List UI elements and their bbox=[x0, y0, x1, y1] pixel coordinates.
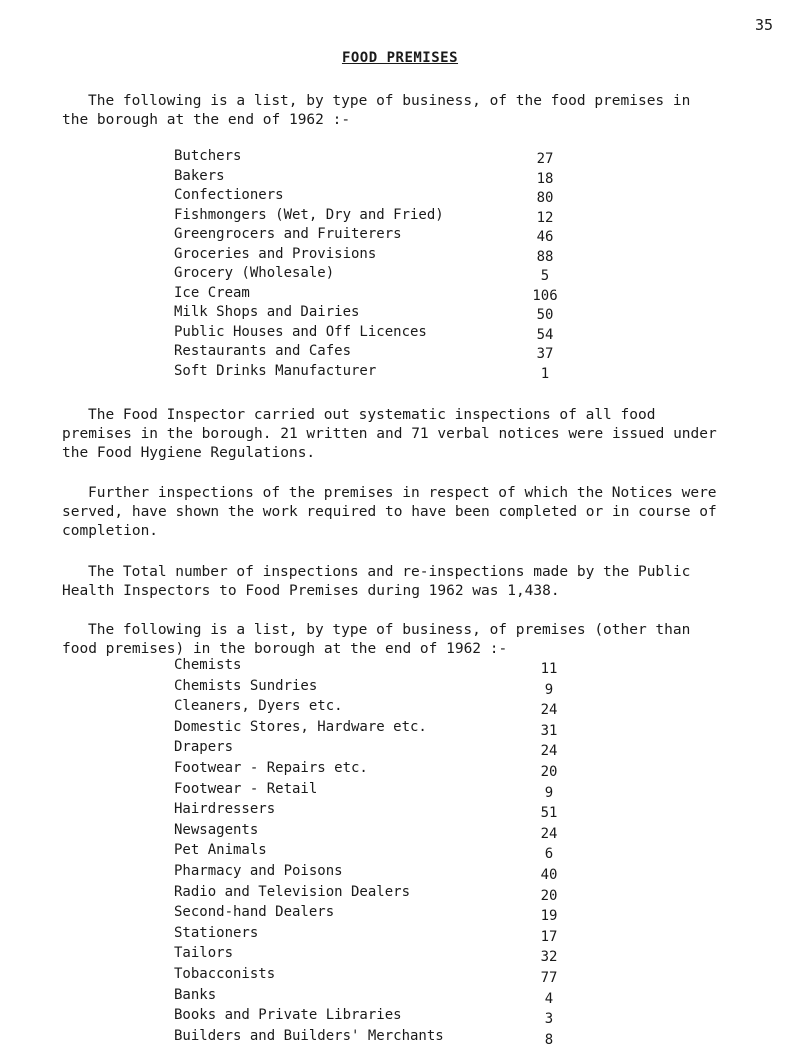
business-type: Newsagents bbox=[174, 821, 259, 838]
business-type: Footwear - Repairs etc. bbox=[174, 759, 368, 776]
business-type: Pet Animals bbox=[174, 842, 267, 859]
premises-count: 9 bbox=[544, 681, 554, 698]
premises-count: 4 bbox=[544, 990, 554, 1007]
premises-count: 80 bbox=[536, 190, 554, 206]
premises-count: 17 bbox=[540, 928, 558, 945]
business-type: Tailors bbox=[174, 945, 234, 962]
list-item bbox=[174, 760, 594, 781]
premises-count: 11 bbox=[540, 661, 558, 677]
list-item bbox=[174, 207, 594, 227]
premises-count: 77 bbox=[540, 969, 558, 986]
list-item bbox=[174, 822, 594, 843]
business-type: Radio and Television Dealers bbox=[174, 883, 411, 900]
business-type: Second-hand Dealers bbox=[174, 904, 335, 921]
list-item bbox=[174, 226, 594, 246]
list-item bbox=[174, 324, 594, 344]
business-type: Chemists Sundries bbox=[174, 677, 318, 694]
premises-count: 27 bbox=[536, 151, 554, 167]
list-item bbox=[174, 363, 594, 383]
premises-count: 3 bbox=[544, 1011, 554, 1028]
business-type: Chemists bbox=[174, 657, 242, 673]
list-item bbox=[174, 719, 594, 740]
page-title: FOOD PREMISES bbox=[341, 50, 459, 66]
premises-count: 51 bbox=[540, 805, 558, 822]
business-type: Footwear - Retail bbox=[174, 780, 318, 797]
list-item bbox=[174, 657, 594, 678]
list-item bbox=[174, 1028, 594, 1049]
list-item bbox=[174, 987, 594, 1008]
list-item bbox=[174, 739, 594, 760]
page-number: 35 bbox=[755, 16, 774, 34]
business-type: Banks bbox=[174, 986, 217, 1003]
premises-count: 88 bbox=[536, 248, 554, 265]
business-type: Stationers bbox=[174, 924, 259, 941]
list-item bbox=[174, 904, 594, 925]
list-item bbox=[174, 1007, 594, 1028]
list-item bbox=[174, 863, 594, 884]
premises-count: 24 bbox=[540, 743, 558, 760]
list-item bbox=[174, 781, 594, 802]
business-type: Public Houses and Off Licences bbox=[174, 323, 427, 340]
premises-count: 8 bbox=[544, 1031, 554, 1048]
business-type: Bakers bbox=[174, 167, 225, 184]
further-inspections-paragraph: Further inspections of the premises in respect of which the Notices were served, have shown the work required to have been completed or in course of completion. bbox=[62, 485, 717, 539]
total-inspections-paragraph: The Total number of inspections and re-inspections made by the Public Health Inspectors to Food Premises during 1962 was 1,438. bbox=[62, 564, 691, 599]
premises-count: 19 bbox=[540, 908, 558, 925]
premises-count: 32 bbox=[540, 949, 558, 966]
business-type: Builders and Builders' Merchants bbox=[174, 1027, 444, 1044]
premises-count: 54 bbox=[536, 326, 554, 343]
premises-count: 12 bbox=[536, 209, 554, 226]
business-type: Confectioners bbox=[174, 187, 284, 203]
premises-count: 5 bbox=[540, 268, 550, 284]
business-type: Books and Private Libraries bbox=[174, 1007, 402, 1024]
business-type: Tobacconists bbox=[174, 965, 276, 982]
business-type: Fishmongers (Wet, Dry and Fried) bbox=[174, 206, 444, 223]
business-type: Hairdressers bbox=[174, 801, 276, 818]
business-type: Soft Drinks Manufacturer bbox=[174, 362, 377, 379]
other-list-intro: The following is a list, by type of business, of premises (other than food premises) in the borough at the end of 1962 :- bbox=[62, 622, 691, 657]
premises-count: 18 bbox=[536, 170, 554, 187]
premises-count: 24 bbox=[540, 825, 558, 842]
food-list-intro: The following is a list, by type of business, of the food premises in the borough at the end of 1962 :- bbox=[62, 93, 691, 128]
list-item bbox=[174, 945, 594, 966]
other-premises-list bbox=[174, 657, 594, 1048]
business-type: Restaurants and Cafes bbox=[174, 343, 352, 359]
list-item bbox=[174, 246, 594, 266]
inspections-paragraph: The Food Inspector carried out systematic inspections of all food premises in the borough. 21 written and 71 verbal notices were issued under the Food Hygiene Regulations. bbox=[62, 407, 717, 461]
premises-count: 24 bbox=[540, 702, 558, 719]
business-type: Greengrocers and Fruiterers bbox=[174, 226, 402, 242]
business-type: Ice Cream bbox=[174, 284, 250, 301]
list-item bbox=[174, 187, 594, 207]
premises-count: 37 bbox=[536, 346, 554, 362]
business-type: Drapers bbox=[174, 739, 234, 756]
list-item bbox=[174, 168, 594, 188]
business-type: Groceries and Provisions bbox=[174, 245, 377, 262]
list-item bbox=[174, 265, 594, 285]
business-type: Grocery (Wholesale) bbox=[174, 265, 335, 281]
list-item bbox=[174, 925, 594, 946]
list-item bbox=[174, 678, 594, 699]
premises-count: 9 bbox=[544, 784, 554, 801]
list-item bbox=[174, 343, 594, 363]
premises-count: 6 bbox=[544, 846, 554, 863]
list-item bbox=[174, 801, 594, 822]
business-type: Milk Shops and Dairies bbox=[174, 304, 360, 320]
premises-count: 50 bbox=[536, 307, 554, 323]
list-item bbox=[174, 304, 594, 324]
premises-count: 46 bbox=[536, 229, 554, 245]
list-item bbox=[174, 884, 594, 905]
list-item bbox=[174, 285, 594, 305]
premises-count: 31 bbox=[540, 722, 558, 739]
list-item bbox=[174, 842, 594, 863]
premises-count: 20 bbox=[540, 763, 558, 780]
premises-count: 20 bbox=[540, 887, 558, 904]
business-type: Pharmacy and Poisons bbox=[174, 862, 343, 879]
list-item bbox=[174, 148, 594, 168]
premises-count: 40 bbox=[540, 866, 558, 883]
food-premises-list bbox=[174, 148, 594, 382]
list-item bbox=[174, 698, 594, 719]
business-type: Cleaners, Dyers etc. bbox=[174, 698, 343, 715]
premises-count: 106 bbox=[532, 287, 558, 304]
business-type: Butchers bbox=[174, 148, 242, 164]
list-item bbox=[174, 966, 594, 987]
premises-count: 1 bbox=[540, 365, 550, 382]
business-type: Domestic Stores, Hardware etc. bbox=[174, 718, 427, 735]
